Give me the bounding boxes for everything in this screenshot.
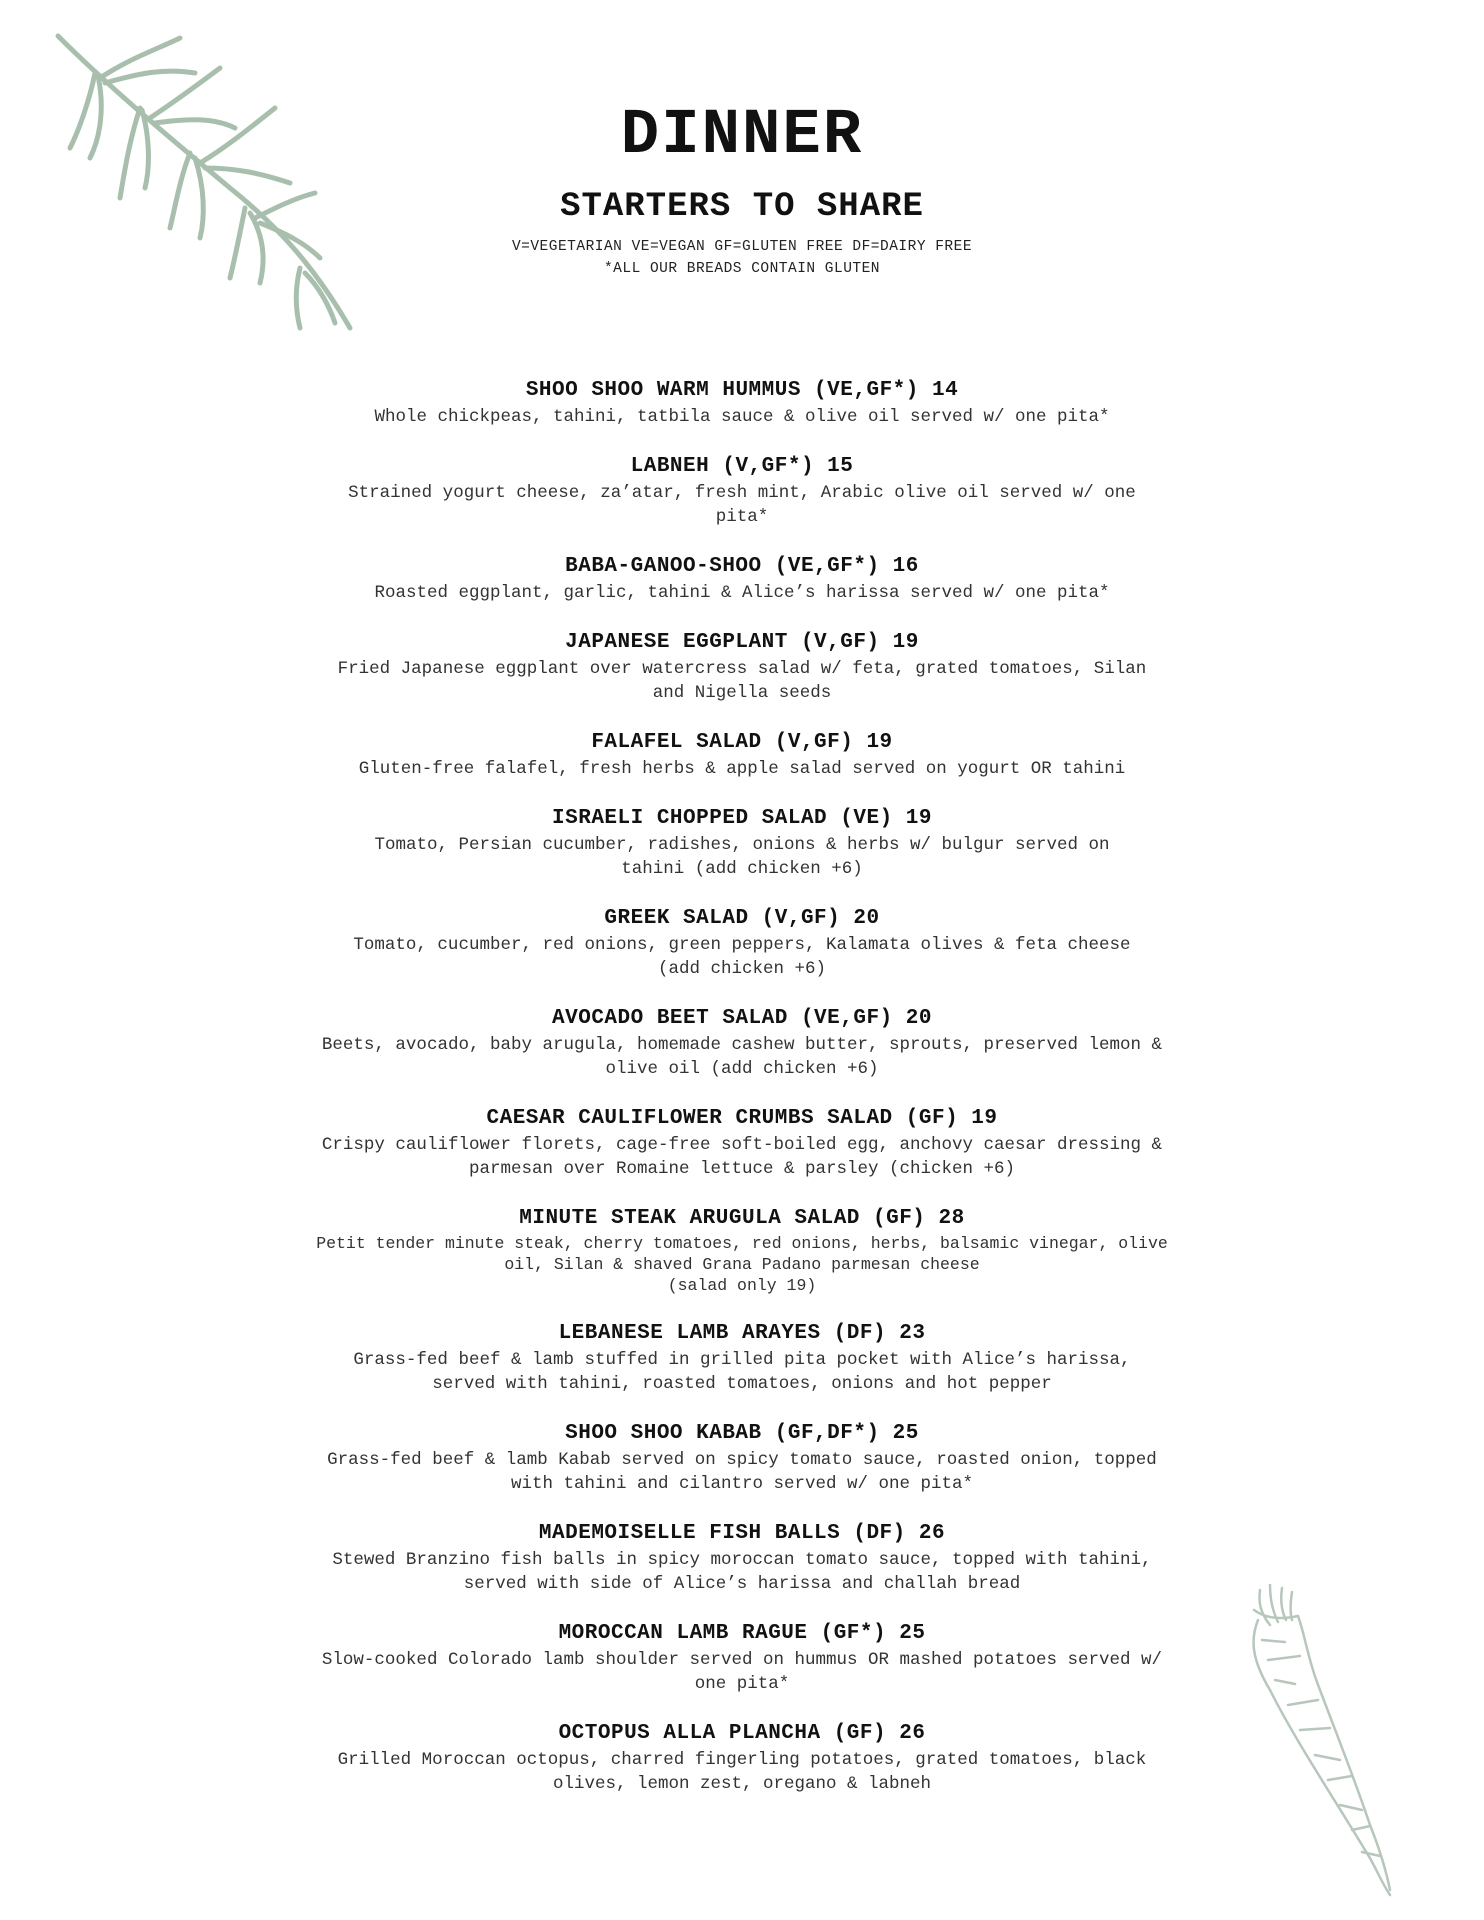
- item-name: MINUTE STEAK ARUGULA SALAD (GF) 28: [519, 1207, 965, 1230]
- item-name: FALAFEL SALAD (V,GF) 19: [591, 731, 893, 754]
- item-description: Grass-fed beef & lamb stuffed in grilled pita pocket with Alice’s harissa, served with tahini, roasted tomatoes, onions and hot pepper: [353, 1350, 1131, 1394]
- item-description: Tomato, cucumber, red onions, green peppers, Kalamata olives & feta cheese (add chicken +6): [353, 935, 1131, 979]
- item-name: ISRAELI CHOPPED SALAD (VE) 19: [552, 807, 932, 830]
- item-description: Slow-cooked Colorado lamb shoulder served on hummus OR mashed potatoes served w/ one pita*: [321, 1650, 1163, 1694]
- item-description: Roasted eggplant, garlic, tahini & Alice’s harissa served w/ one pita*: [374, 583, 1110, 603]
- item-name: BABA-GANOO-SHOO (VE,GF*) 16: [565, 555, 919, 578]
- menu-item: [250, 1620, 1234, 1696]
- menu-item: [250, 629, 1234, 705]
- section-title: STARTERS TO SHARE: [560, 188, 924, 226]
- item-name: LEBANESE LAMB ARAYES (DF) 23: [558, 1322, 926, 1345]
- item-description: Stewed Branzino fish balls in spicy moroccan tomato sauce, topped with tahini, served with side of Alice’s harissa and challah bread: [332, 1550, 1152, 1594]
- menu-item: [250, 1420, 1234, 1496]
- menu-item: [250, 729, 1234, 781]
- menu-items: [250, 377, 1234, 1820]
- page-title: DINNER: [620, 100, 864, 172]
- item-name: MADEMOISELLE FISH BALLS (DF) 26: [538, 1522, 946, 1545]
- menu-item: [250, 377, 1234, 429]
- item-name: SHOO SHOO KABAB (GF,DF*) 25: [565, 1422, 919, 1445]
- item-name: CAESAR CAULIFLOWER CRUMBS SALAD (GF) 19: [486, 1107, 998, 1130]
- legend-line: V=VEGETARIAN VE=VEGAN GF=GLUTEN FREE DF=DAIRY FREE: [511, 239, 973, 255]
- menu-item: [250, 1005, 1234, 1081]
- item-name: SHOO SHOO WARM HUMMUS (VE,GF*) 14: [525, 379, 959, 402]
- item-name: LABNEH (V,GF*) 15: [630, 455, 854, 478]
- menu-item: [250, 453, 1234, 529]
- item-name: JAPANESE EGGPLANT (V,GF) 19: [565, 631, 919, 654]
- item-description: Strained yogurt cheese, za’atar, fresh mint, Arabic olive oil served w/ one pita*: [348, 483, 1136, 527]
- item-description: Grilled Moroccan octopus, charred fingerling potatoes, grated tomatoes, black olives, lemon zest, oregano & labneh: [337, 1750, 1147, 1794]
- menu-item: [250, 1320, 1234, 1396]
- item-description: Tomato, Persian cucumber, radishes, onions & herbs w/ bulgur served on tahini (add chicken +6): [374, 835, 1110, 879]
- item-description: Gluten-free falafel, fresh herbs & apple salad served on yogurt OR tahini: [358, 759, 1126, 779]
- item-description: Fried Japanese eggplant over watercress salad w/ feta, grated tomatoes, Silan and Nigella seeds: [337, 659, 1147, 703]
- item-description: Whole chickpeas, tahini, tatbila sauce & olive oil served w/ one pita*: [374, 407, 1110, 427]
- item-name: AVOCADO BEET SALAD (VE,GF) 20: [552, 1007, 932, 1030]
- menu-item: [250, 805, 1234, 881]
- item-description: Crispy cauliflower florets, cage-free soft-boiled egg, anchovy caesar dressing & parmesan over Romaine lettuce & parsley (chicken +6): [321, 1135, 1163, 1179]
- menu-item: [250, 905, 1234, 981]
- item-name: OCTOPUS ALLA PLANCHA (GF) 26: [558, 1722, 926, 1745]
- menu-item: [250, 1205, 1234, 1296]
- item-name: GREEK SALAD (V,GF) 20: [604, 907, 880, 930]
- dietary-legend: [0, 236, 1484, 280]
- item-description: Beets, avocado, baby arugula, homemade cashew butter, sprouts, preserved lemon & olive oil (add chicken +6): [321, 1035, 1163, 1079]
- legend-note: *ALL OUR BREADS CONTAIN GLUTEN: [603, 261, 881, 277]
- item-name: MOROCCAN LAMB RAGUE (GF*) 25: [558, 1622, 926, 1645]
- item-description: Grass-fed beef & lamb Kabab served on spicy tomato sauce, roasted onion, topped with tahini and cilantro served w/ one pita*: [327, 1450, 1157, 1494]
- carrot-icon: [1240, 1580, 1440, 1900]
- menu-item: [250, 1720, 1234, 1796]
- menu-item: [250, 1520, 1234, 1596]
- item-description: Petit tender minute steak, cherry tomatoes, red onions, herbs, balsamic vinegar, olive oil, Silan & shaved Grana Padano parmesan cheese (salad only 19): [316, 1234, 1168, 1295]
- menu-item: [250, 1105, 1234, 1181]
- menu-item: [250, 553, 1234, 605]
